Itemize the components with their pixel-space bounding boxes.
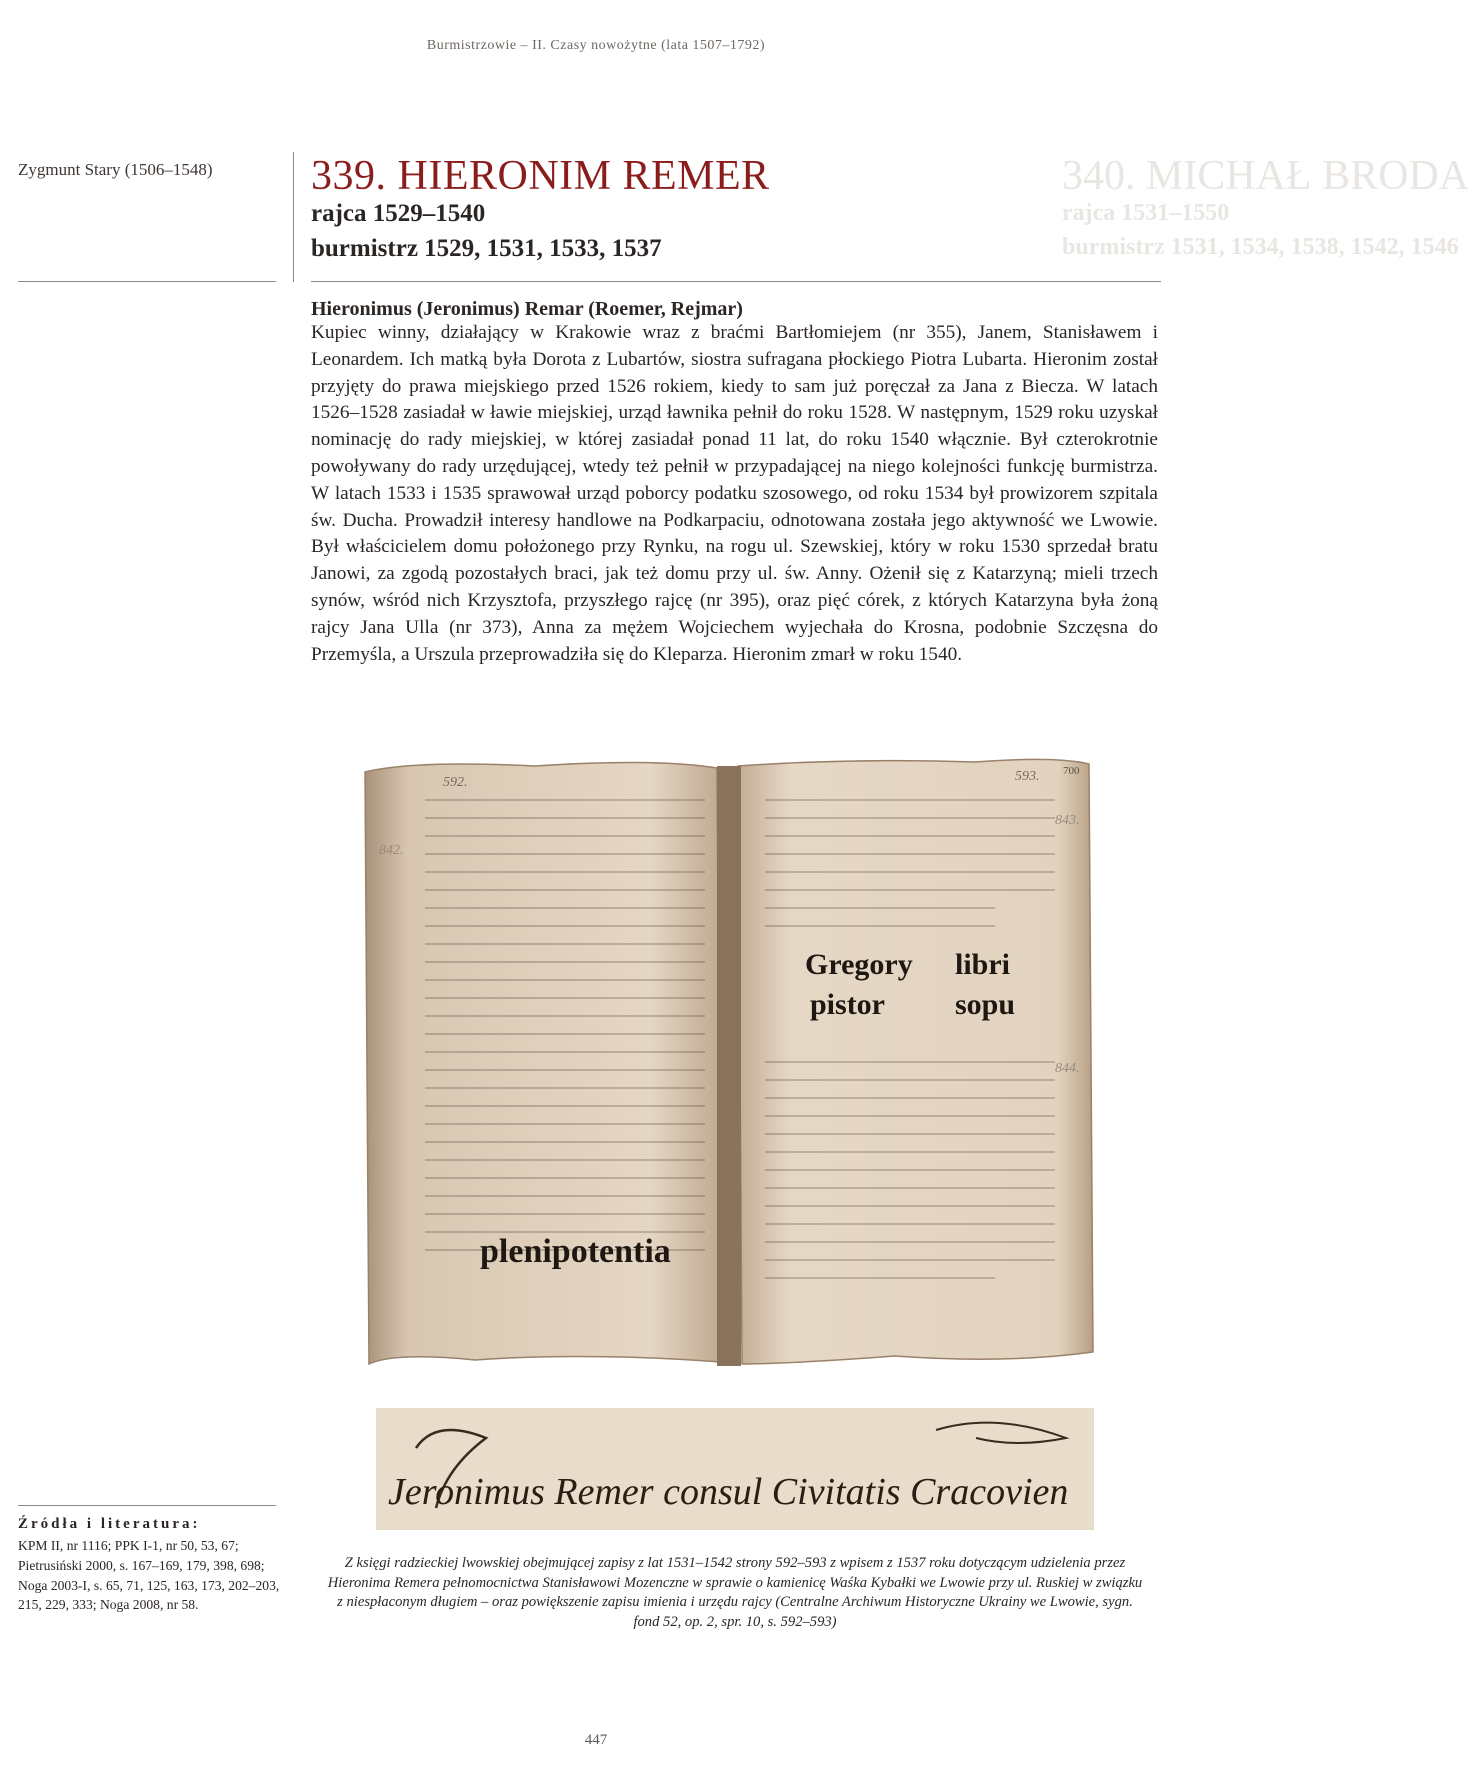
biography-text: Kupiec winny, działający w Krakowie wraz z braćmi Bartłomiejem (nr 355), Janem, Stanisławem i Leonardem. Ich matką była Dorota z Lubartów, siostra sufragana płockiego Piotra Lubarta. Hieronim został przyjęty do prawa miejskiego przed 1526 rokiem, kiedy to sam już poręczał za Jana z Biecza. W latach 1526–1528 zasiadał w ławie miejskiej, urząd ławnika pełnił do roku 1528. W następnym, 1529 roku uzyskał nominację do rady miejskiej, w której zasiadał ponad 11 lat, do roku 1540 włącznie. Był czterokrotnie powoływany do rady urzędującej, wtedy też pełnił w przypadającej na niego kolejności funkcję burmistrza. W latach 1533 i 1535 sprawował urząd poborcy podatku szosowego, od roku 1534 był prowizorem szpitala św. Ducha. Prowadził interesy handlowe na Podkarpaciu, odnotowana została jego aktywność we Lwowie. Był właścicielem domu położonego przy Rynku, na rogu ul. Szewskiej, który w roku 1530 sprzedał bratu Janowi, za zgodą pozostałych braci, jak też domu przy ul. św. Anny. Ożenił się z Katarzyną; mieli trzech synów, wśród nich Krzysztofa, przyszłego rajcę (nr 395), oraz pięć córek, z których Katarzyna była żoną rajcy Jana Ulla (nr 373), Anna za mężem Wojciechem wyjechała do Krosna, podobnie Szczęsna do Przemyśla, a Urszula przeprowadziła się do Kleparza. Hieronim zmarł w roku 1540. [311, 322, 1158, 665]
right-page-heading: Gregory [805, 948, 913, 981]
left-folio-number: 592. [443, 775, 468, 790]
bleed-through-title: 340. MICHAŁ BRODA [1062, 153, 1469, 199]
reign-label: Zygmunt Stary (1506–1548) [18, 160, 213, 179]
councillor-term: rajca 1529–1540 [311, 200, 486, 227]
signature-enlargement [376, 1408, 1094, 1530]
page-number: 447 [584, 1732, 608, 1748]
right-page-heading: libri [955, 948, 1011, 981]
left-margin-number: 842. [379, 843, 404, 858]
sources-heading: Źródła i literatura: [18, 1516, 201, 1532]
bleed-through-line: rajca 1531–1550 [1062, 200, 1230, 226]
bleed-through-line: burmistrz 1531, 1534, 1538, 1542, 1546 [1062, 234, 1459, 260]
entry-title: 339. HIERONIM REMER [311, 153, 770, 199]
left-column-rule [18, 281, 276, 282]
right-margin-number: 844. [1055, 1061, 1080, 1076]
manuscript-photo [355, 752, 1101, 1377]
right-page-heading: sopu [955, 988, 1016, 1021]
mayor-terms: burmistrz 1529, 1531, 1533, 1537 [311, 235, 662, 262]
left-page-heading: plenipotentia [480, 1233, 671, 1270]
right-margin-number: 843. [1055, 813, 1080, 828]
entry-header-rule [311, 281, 1161, 282]
signature-text: Jeronimus Remer consul Civitatis Cracovien [388, 1471, 1069, 1513]
running-header: Burmistrzowie – II. Czasy nowożytne (lata 1507–1792) [426, 38, 766, 53]
entry-vertical-rule [293, 152, 294, 282]
name-variants: Hieronimus (Jeronimus) Remar (Roemer, Rejmar) [311, 298, 743, 320]
figure-caption: Z księgi radzieckiej lwowskiej obejmującej zapisy z lat 1531–1542 strony 592–593 z wpisem z 1537 roku dotyczącym udzielenia przez Hieronima Remera pełnomocnictwa Stanisławowi Mozenczne w sprawie o kamienicę Waśka Kybałki we Lwowie przy ul. Ruskiej w związku z niespłaconym długiem – oraz powiększenie zapisu imienia i urzędu rajcy (Centralne Archiwum Historyczne Ukrainy we Lwowie, sygn. fond 52, op. 2, spr. 10, s. 592–593) [327, 1555, 1143, 1630]
sources-list: KPM II, nr 1116; PPK I-1, nr 50, 53, 67; Pietrusiński 2000, s. 167–169, 179, 398, 698; Noga 2003-I, s. 65, 71, 125, 163, 173, 202–203, 215, 229, 333; Noga 2008, nr 58. [18, 1538, 280, 1613]
corner-mark: 700 [1063, 765, 1080, 777]
right-folio-number: 593. [1015, 769, 1040, 784]
sources-rule [18, 1505, 276, 1506]
right-page-heading: pistor [810, 988, 885, 1021]
